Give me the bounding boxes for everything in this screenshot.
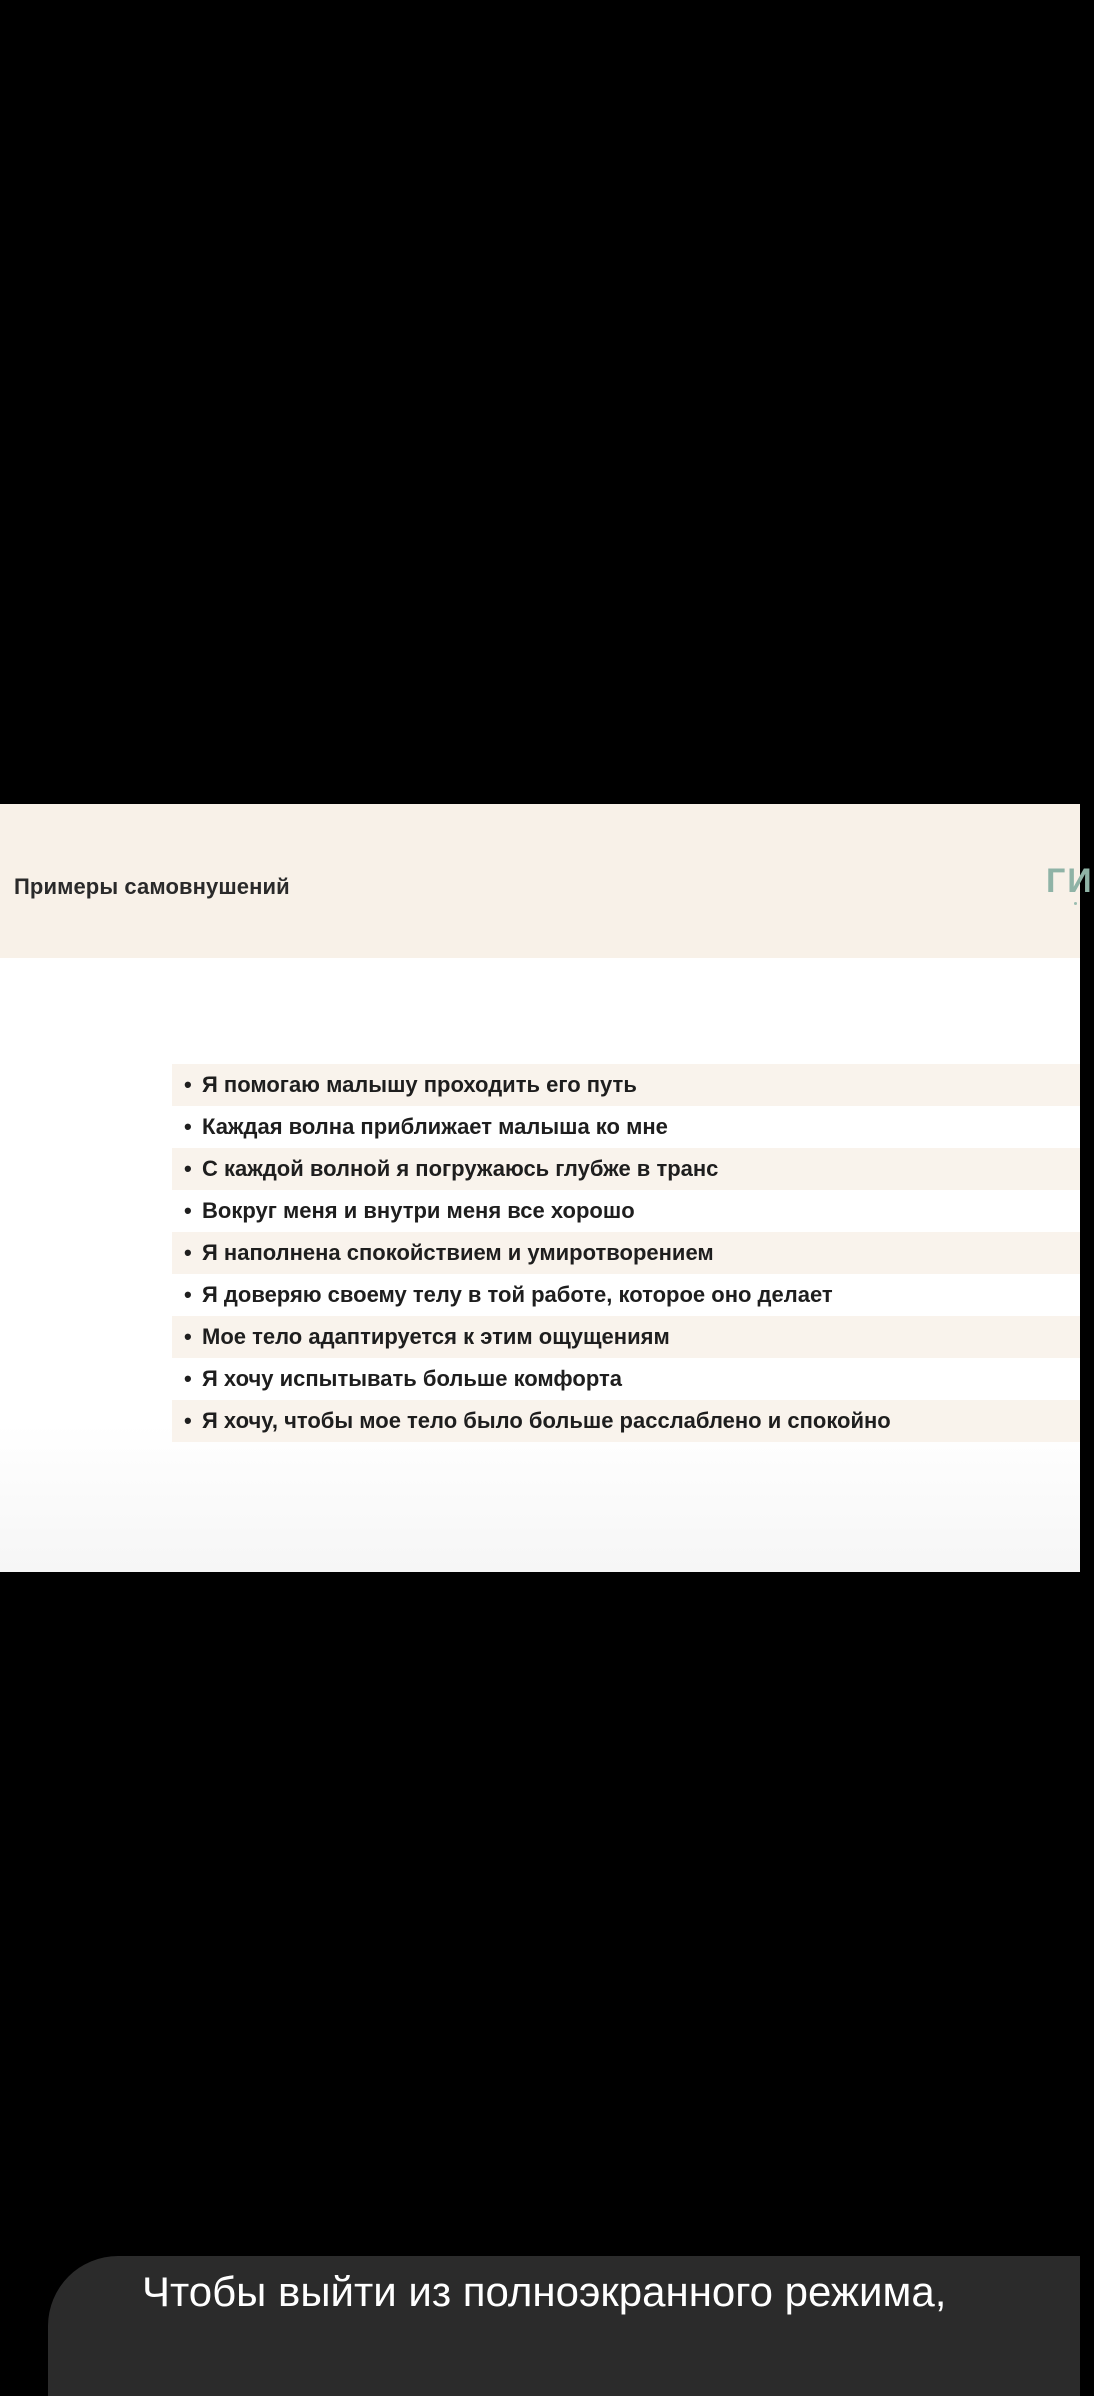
bullet-icon: • bbox=[184, 1408, 192, 1433]
slide-title: Примеры самовнушений bbox=[14, 874, 290, 899]
brand-logo: ГИ bbox=[1046, 862, 1094, 900]
list-item bbox=[172, 1358, 1080, 1400]
affirmations-list bbox=[172, 1064, 1080, 1442]
list-item-text: Я помогаю малышу проходить его путь bbox=[202, 1072, 637, 1097]
list-item-text: Каждая волна приближает малыша ко мне bbox=[202, 1114, 668, 1139]
list-item-text: Я наполнена спокойствием и умиротворением bbox=[202, 1240, 714, 1265]
bullet-icon: • bbox=[184, 1366, 192, 1391]
bullet-icon: • bbox=[184, 1240, 192, 1265]
list-item bbox=[172, 1400, 1080, 1442]
bullet-icon: • bbox=[184, 1282, 192, 1307]
bullet-icon: • bbox=[184, 1156, 192, 1181]
list-item-text: Вокруг меня и внутри меня все хорошо bbox=[202, 1198, 635, 1223]
slide-footer-fade bbox=[0, 1424, 1080, 1572]
list-item bbox=[172, 1232, 1080, 1274]
bullet-icon: • bbox=[184, 1114, 192, 1139]
list-item-text: Я хочу испытывать больше комфорта bbox=[202, 1366, 622, 1391]
list-item-text: С каждой волной я погружаюсь глубже в транс bbox=[202, 1156, 719, 1181]
list-item-text: Я доверяю своему телу в той работе, которое оно делает bbox=[202, 1282, 833, 1307]
presentation-slide bbox=[0, 804, 1094, 1572]
list-item bbox=[172, 1274, 1080, 1316]
bullet-icon: • bbox=[184, 1072, 192, 1097]
list-item-text: Мое тело адаптируется к этим ощущениям bbox=[202, 1324, 670, 1349]
list-item bbox=[172, 1106, 1080, 1148]
slide-header bbox=[0, 804, 1094, 958]
list-item-text: Я хочу, чтобы мое тело было больше расслаблено и спокойно bbox=[202, 1408, 891, 1433]
list-item bbox=[172, 1148, 1080, 1190]
list-item bbox=[172, 1316, 1080, 1358]
logo-mark bbox=[1074, 902, 1077, 905]
list-item bbox=[172, 1190, 1080, 1232]
fullscreen-exit-message: Чтобы выйти из полноэкранного режима, bbox=[142, 2268, 947, 2315]
bullet-icon: • bbox=[184, 1324, 192, 1349]
list-item bbox=[172, 1064, 1080, 1106]
bullet-icon: • bbox=[184, 1198, 192, 1223]
